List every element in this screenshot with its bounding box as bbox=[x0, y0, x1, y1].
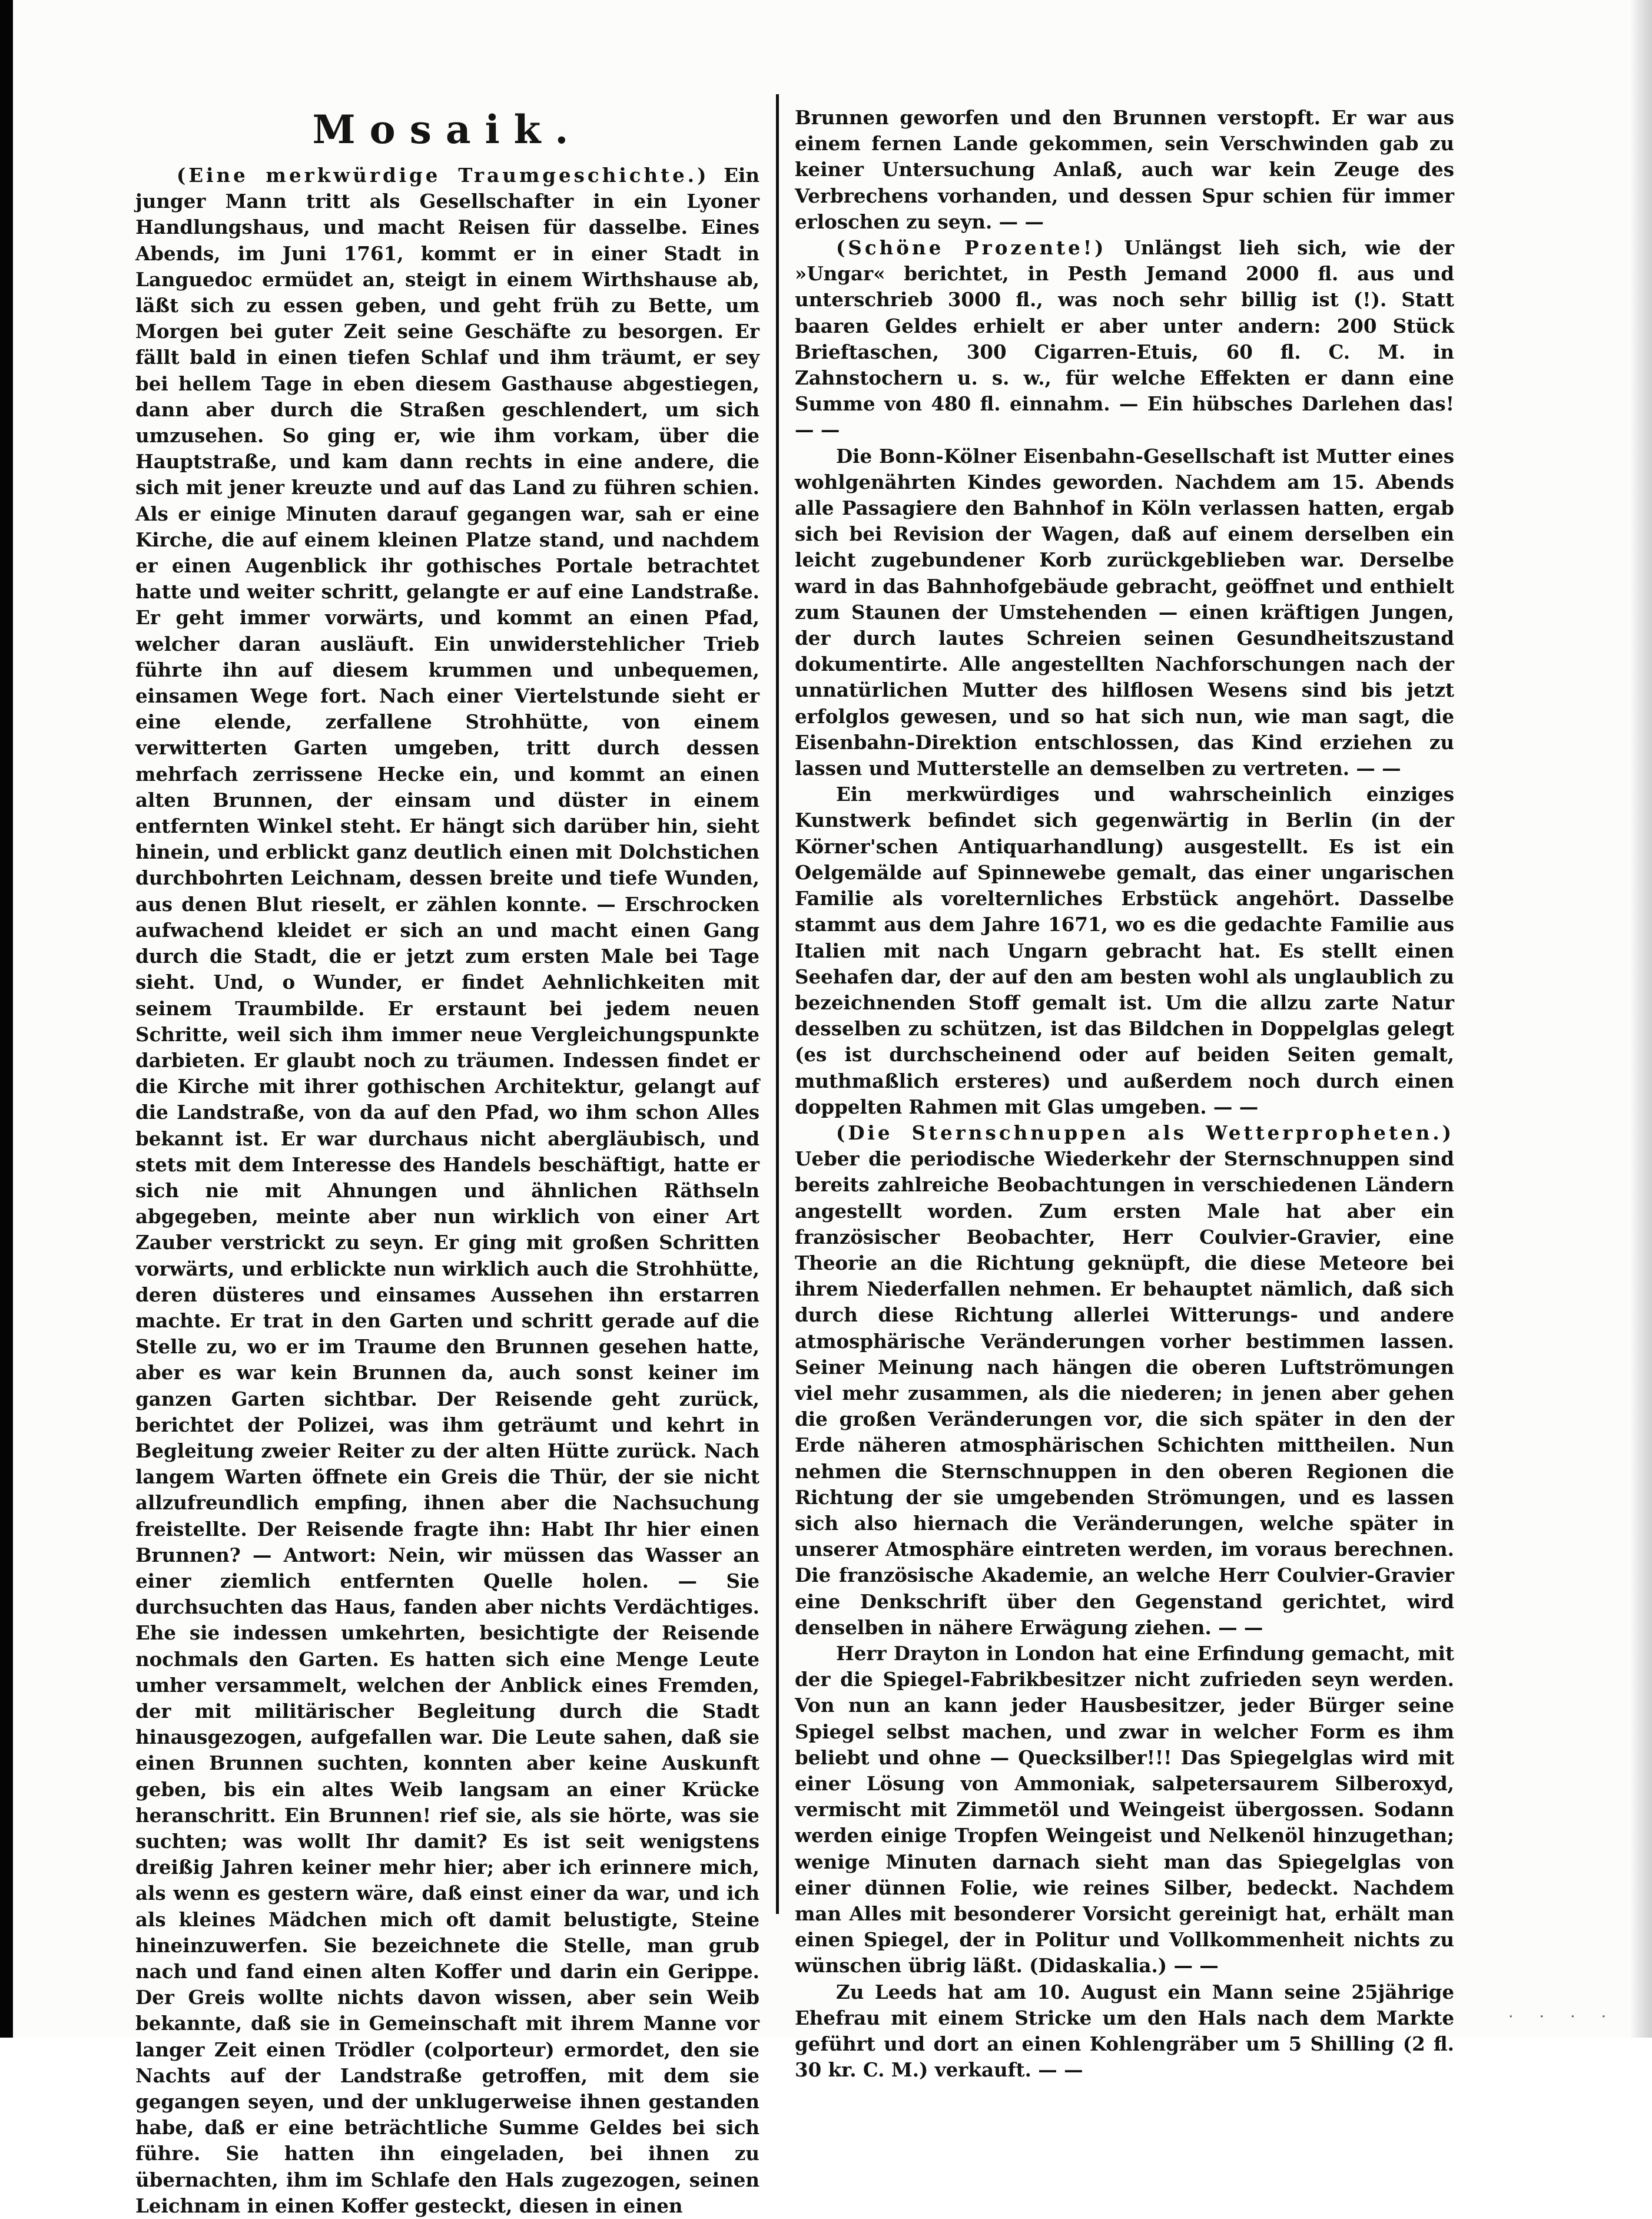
article-heading: (Schöne Prozente!) bbox=[836, 236, 1107, 260]
article-text: Ueber die periodische Wiederkehr der Sternschnuppen sind bereits zahlreiche Beobachtungen in verschiedenen Ländern angestellt worden. Zum ersten Male hat aber ein französischer Beobachter, Herr Coulvier-Gravier, eine Theorie an die Richtung geknüpft, die diese Meteore bei ihrem Niederfallen nehmen. Er behauptet nämlich, daß sich durch diese Richtung allerlei Witterungs- und andere atmosphärische Veränderungen vorher bestimmen lassen. Seiner Meinung nach hängen die oberen Luftströmungen viel mehr zusammen, als die niederen; in jenen aber gehen die großen Veränderungen vor, die sich später in den der Erde näheren atmosphärischen Schichten mittheilen. Nun nehmen die Sternschnuppen in den oberen Regionen die Richtung der sie umgebenden Strömungen, und es lassen sich also hiernach die Veränderungen, welche später in unserer Atmosphäre eintreten werden, im voraus berechnen. Die französische Akademie, an welche Herr Coulvier-Gravier eine Denkschrift über den Gegenstand gerichtet, wird denselben in nähere Erwägung ziehen. — — bbox=[795, 1147, 1454, 1639]
article-text: Unlängst lieh sich, wie der »Ungar« berichtet, in Pesth Jemand 2000 fl. aus und unterschrieb 3000 fl., was noch sehr billig ist (!). Statt baaren Geldes erhielt er aber unter andern: 200 Stück Brieftaschen, 300 Cigarren-Etuis, 60 fl. C. M. in Zahnstochern u. s. w., für welche Effekten er dann eine Summe von 480 fl. einnahm. — Ein hübsches Darlehen das! — — bbox=[795, 236, 1454, 442]
scan-right-edge bbox=[1628, 0, 1652, 2038]
scan-left-edge bbox=[0, 0, 13, 2038]
article-text: Zu Leeds hat am 10. August ein Mann seine 25jährige Ehefrau mit einem Stricke um den Hals nach dem Markte geführt und dort an einen Kohlengräber um 5 Shilling (2 fl. 30 kr. C. M.) verkauft. — — bbox=[795, 1980, 1454, 2082]
article-paragraph bbox=[795, 1641, 1454, 1979]
article-paragraph bbox=[795, 1979, 1454, 2084]
left-column bbox=[135, 106, 759, 2217]
bottom-margin-marks: · · · · bbox=[1508, 2008, 1617, 2026]
article-heading: (Die Sternschnuppen als Wetterpropheten.) bbox=[836, 1121, 1454, 1144]
article-paragraph bbox=[795, 443, 1454, 782]
article-text: Herr Drayton in London hat eine Erfindung gemacht, mit der die Spiegel-Fabrikbesitzer nicht zufrieden seyn werden. Von nun an kann jeder Hausbesitzer, jeder Bürger seine Spiegel selbst machen, und zwar in welcher Form es ihm beliebt und ohne — Quecksilber!!! Das Spiegelglas wird mit einer Lösung von Ammoniak, salpetersaurem Silberoxyd, vermischt mit Zimmetöl und Weingeist übergossen. Sodann werden einige Tropfen Weingeist und Nelkenöl hinzugethan; wenige Minuten darnach sieht man das Spiegelglas von einer dünnen Folie, wie reines Silber, bedeckt. Nachdem man Alles mit besonderer Vorsicht gereinigt hat, erhält man einen Spiegel, der in Politur und Vollkommenheit nichts zu wünschen übrig läßt. (Didaskalia.) — — bbox=[795, 1641, 1454, 1978]
left-column-body bbox=[135, 163, 759, 2219]
right-column-body bbox=[795, 105, 1454, 2083]
article-text: Die Bonn-Kölner Eisenbahn-Gesellschaft ist Mutter eines wohlgenährten Kindes geworden. Nachdem am 15. Abends alle Passagiere den Bahnhof in Köln verlassen hatten, ergab sich bei Revision der Wagen, daß auf einem derselben ein leicht zugebundener Korb zurückgeblieben war. Derselbe ward in das Bahnhofgebäude gebracht, geöffnet und enthielt zum Staunen der Umstehenden — einen kräftigen Jungen, der durch lautes Schreien seinen Gesundheitszustand dokumentirte. Alle angestellten Nachforschungen nach der unnatürlichen Mutter des hilflosen Wesens sind bis jetzt erfolglos gewesen, und so hat sich nun, wie man sagt, die Eisenbahn-Direktion entschlossen, das Kind erziehen zu lassen und Mutterstelle an demselben zu vertreten. — — bbox=[795, 444, 1454, 780]
article-paragraph bbox=[795, 105, 1454, 235]
article-paragraph bbox=[135, 163, 759, 2219]
article-text: Ein junger Mann tritt als Gesellschafter in ein Lyoner Handlungshaus, und macht Reisen für dasselbe. Eines Abends, im Juni 1761, kommt er in einer Stadt in Languedoc ermüdet an, steigt in einem Wirthshause ab, läßt sich zu essen geben, und geht früh zu Bette, um Morgen bei guter Zeit seine Geschäfte zu besorgen. Er fällt bald in einen tiefen Schlaf und ihm träumt, er sey bei hellem Tage in eben diesem Gasthause abgestiegen, dann aber durch die Straßen geschlendert, um sich umzusehen. So ging er, wie ihm vorkam, über die Hauptstraße, und kam dann rechts in eine andere, die sich mit jener kreuzte und auf das Land zu führen schien. Als er einige Minuten darauf gegangen war, sah er eine Kirche, die auf einem kleinen Platze stand, und nachdem er einen Augenblick ihr gothisches Portale betrachtet hatte und weiter schritt, gelangte er auf eine Landstraße. Er geht immer vorwärts, und kommt an einen Pfad, welcher daran ausläuft. Ein unwiderstehlicher Trieb führte ihn auf diesem krummen und unbequemen, einsamen Wege fort. Nach einer Viertelstunde sieht er eine elende, zerfallene Strohhütte, von einem verwitterten Garten umgeben, tritt durch dessen mehrfach zerrissene Hecke ein, und kommt an einen alten Brunnen, der einsam und düster in einem entfernten Winkel steht. Er hängt sich darüber hin, sieht hinein, und erblickt ganz deutlich einen mit Dolchstichen durchbohrten Leichnam, dessen breite und tiefe Wunden, aus denen Blut rieselt, er zählen konnte. — Erschrocken aufwachend kleidet er sich an und macht einen Gang durch die Stadt, die er jetzt zum ersten Male bei Tage sieht. Und, o Wunder, er findet Aehnlichkeiten mit seinem Traumbilde. Er erstaunt bei jedem neuen Schritte, weil sich ihm immer neue Vergleichungspunkte darbieten. Er glaubt noch zu träumen. Indessen findet er die Kirche mit ihrer gothischen Architektur, gelangt auf die Landstraße, von da auf den Pfad, wo ihm schon Alles bekannt ist. Er war durchaus nicht abergläubisch, und stets mit dem Interesse des Handels beschäftigt, hatte er sich nie mit Ahnungen und ähnlichen Räthseln abgegeben, meinte aber nun wirklich von einer Art Zauber verstrickt zu seyn. Er ging mit großen Schritten vorwärts, und erblickte nun wirklich auch die Strohhütte, deren düsteres und einsames Aussehen ihn erstarren machte. Er trat in den Garten und schritt gerade auf die Stelle zu, wo er im Traume den Brunnen gesehen hatte, aber es war kein Brunnen da, auch sonst keiner im ganzen Garten sichtbar. Der Reisende geht zurück, berichtet der Polizei, was ihm geträumt und kehrt in Begleitung zweier Reiter zu der alten Hütte zurück. Nach langem Warten öffnete ein Greis die Thür, der sie nicht allzufreundlich empfing, ihnen aber die Nachsuchung freistellte. Der Reisende fragte ihn: Habt Ihr hier einen Brunnen? — Antwort: Nein, wir müssen das Wasser an einer ziemlich entfernten Quelle holen. — Sie durchsuchten das Haus, fanden aber nichts Verdächtiges. Ehe sie indessen umkehrten, besichtigte der Reisende nochmals den Garten. Es hatten sich eine Menge Leute umher versammelt, welchen der Anblick eines Fremden, der mit militärischer Begleitung durch die Stadt hinausgezogen, aufgefallen war. Die Leute sahen, daß sie einen Brunnen suchten, konnten aber keine Auskunft geben, bis ein altes Weib langsam an einer Krücke heranschritt. Ein Brunnen! rief sie, als sie hörte, was sie suchten; was wollt Ihr damit? Es ist seit wenigstens dreißig Jahren keiner mehr hier; aber ich erinnere mich, als wenn es gestern wäre, daß einst einer da war, und ich als kleines Mädchen mich oft damit belustigte, Steine hineinzuwerfen. Sie bezeichnete die Stelle, man grub nach und fand einen alten Koffer und darin ein Gerippe. Der Greis wollte nichts davon wissen, aber sein Weib bekannte, daß sie in Gemeinschaft mit ihrem Manne vor langer Zeit einen Trödler (colporteur) ermordet, den sie Nachts auf der Landstraße getroffen, mit dem sie gegangen seyen, und der unklugerweise ihnen gestanden habe, daß er eine beträchtliche Summe Geldes bei sich führe. Sie hatten ihn eingeladen, bei ihnen zu übernachten, ihm im Schlafe den Hals zugezogen, seinen Leichnam in einen Koffer gesteckt, diesen in einen bbox=[135, 164, 759, 2217]
page-title: Mosaik. bbox=[312, 107, 583, 153]
article-paragraph bbox=[795, 781, 1454, 1120]
article-paragraph bbox=[795, 235, 1454, 443]
article-text: Brunnen geworfen und den Brunnen verstopft. Er war aus einem fernen Lande gekommen, sein Verschwinden gab zu keiner Untersuchung Anlaß, auch war kein Zeuge des Verbrechens vorhanden, und dessen Spur schien für immer erloschen zu seyn. — — bbox=[795, 106, 1454, 233]
article-paragraph bbox=[795, 1120, 1454, 1641]
article-heading: (Eine merkwürdige Traumgeschichte.) bbox=[177, 164, 709, 187]
article-text: Ein merkwürdiges und wahrscheinlich einziges Kunstwerk befindet sich gegenwärtig in Berlin (in der Körner'schen Antiquarhandlung) ausgestellt. Es ist ein Oelgemälde auf Spinnewebe gemalt, das einer ungarischen Familie als vorelternliches Erbstück angehört. Dasselbe stammt aus dem Jahre 1671, wo es die gedachte Familie aus Italien mit nach Ungarn gebracht hat. Es stellt einen Seehafen dar, der auf den am besten wohl als unglaublich zu bezeichnenden Stoff gemalt ist. Um die allzu zarte Natur desselben zu schützen, ist das Bildchen in Doppelglas gelegt (es ist durchscheinend oder auf beiden Seiten gemalt, muthmaßlich ersteres) und außerdem noch durch einen doppelten Rahmen mit Glas umgeben. — — bbox=[795, 783, 1454, 1118]
right-column bbox=[795, 105, 1454, 2082]
column-divider bbox=[776, 94, 779, 1914]
